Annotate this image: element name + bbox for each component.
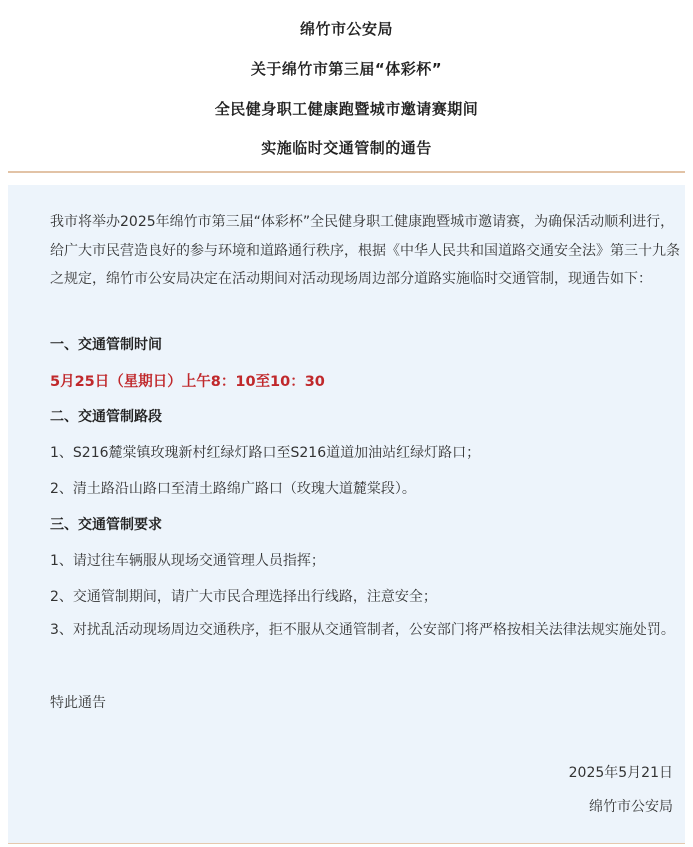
section-2-heading: 二、交通管制路段: [50, 409, 162, 425]
title-line-3: 实施临时交通管制的通告: [261, 139, 432, 157]
issuer-heading: 绵竹市公安局: [299, 20, 393, 38]
road-section-item-1: 1、S216麓棠镇玫瑰新村红绿灯路口至S216道道加油站红绿灯路口；: [50, 445, 481, 461]
title-line-2: 全民健身职工健康跑暨城市邀请赛期间: [214, 100, 479, 118]
header-divider: [8, 171, 685, 173]
title-line-1: 关于绵竹市第三届“体彩杯”: [250, 60, 443, 78]
signature-issuer: 绵竹市公安局: [589, 799, 673, 815]
closing-statement: 特此通告: [50, 695, 106, 711]
section-1-heading: 一、交通管制时间: [50, 337, 162, 353]
road-section-item-2: 2、清土路沿山路口至清土路绵广路口（玫瑰大道麓棠段）。: [50, 481, 416, 497]
requirement-item-3: 3、对扰乱活动现场周边交通秩序，拒不服从交通管制者，公安部门将严格按相关法律法规实施处罚。: [50, 622, 675, 638]
panel-bottom-divider: [8, 843, 685, 844]
section-3-heading: 三、交通管制要求: [50, 517, 162, 533]
requirement-item-2: 2、交通管制期间，请广大市民合理选择出行线路，注意安全；: [50, 589, 437, 605]
control-time: 5月25日（星期日）上午8：10至10：30: [50, 374, 325, 390]
notice-header: [0, 0, 693, 176]
requirement-item-1: 1、请过往车辆服从现场交通管理人员指挥；: [50, 553, 325, 569]
signature-date: 2025年5月21日: [568, 765, 673, 781]
intro-paragraph: 我市将举办2025年绵竹市第三届“体彩杯”全民健身职工健康跑暨城市邀请赛，为确保活动顺利进行，给广大市民营造良好的参与环境和道路通行秩序，根据《中华人民共和国道路交通安全法》第三十九条之规定，绵竹市公安局决定在活动期间对活动现场周边部分道路实施临时交通管制，现通告如下：: [50, 214, 680, 287]
